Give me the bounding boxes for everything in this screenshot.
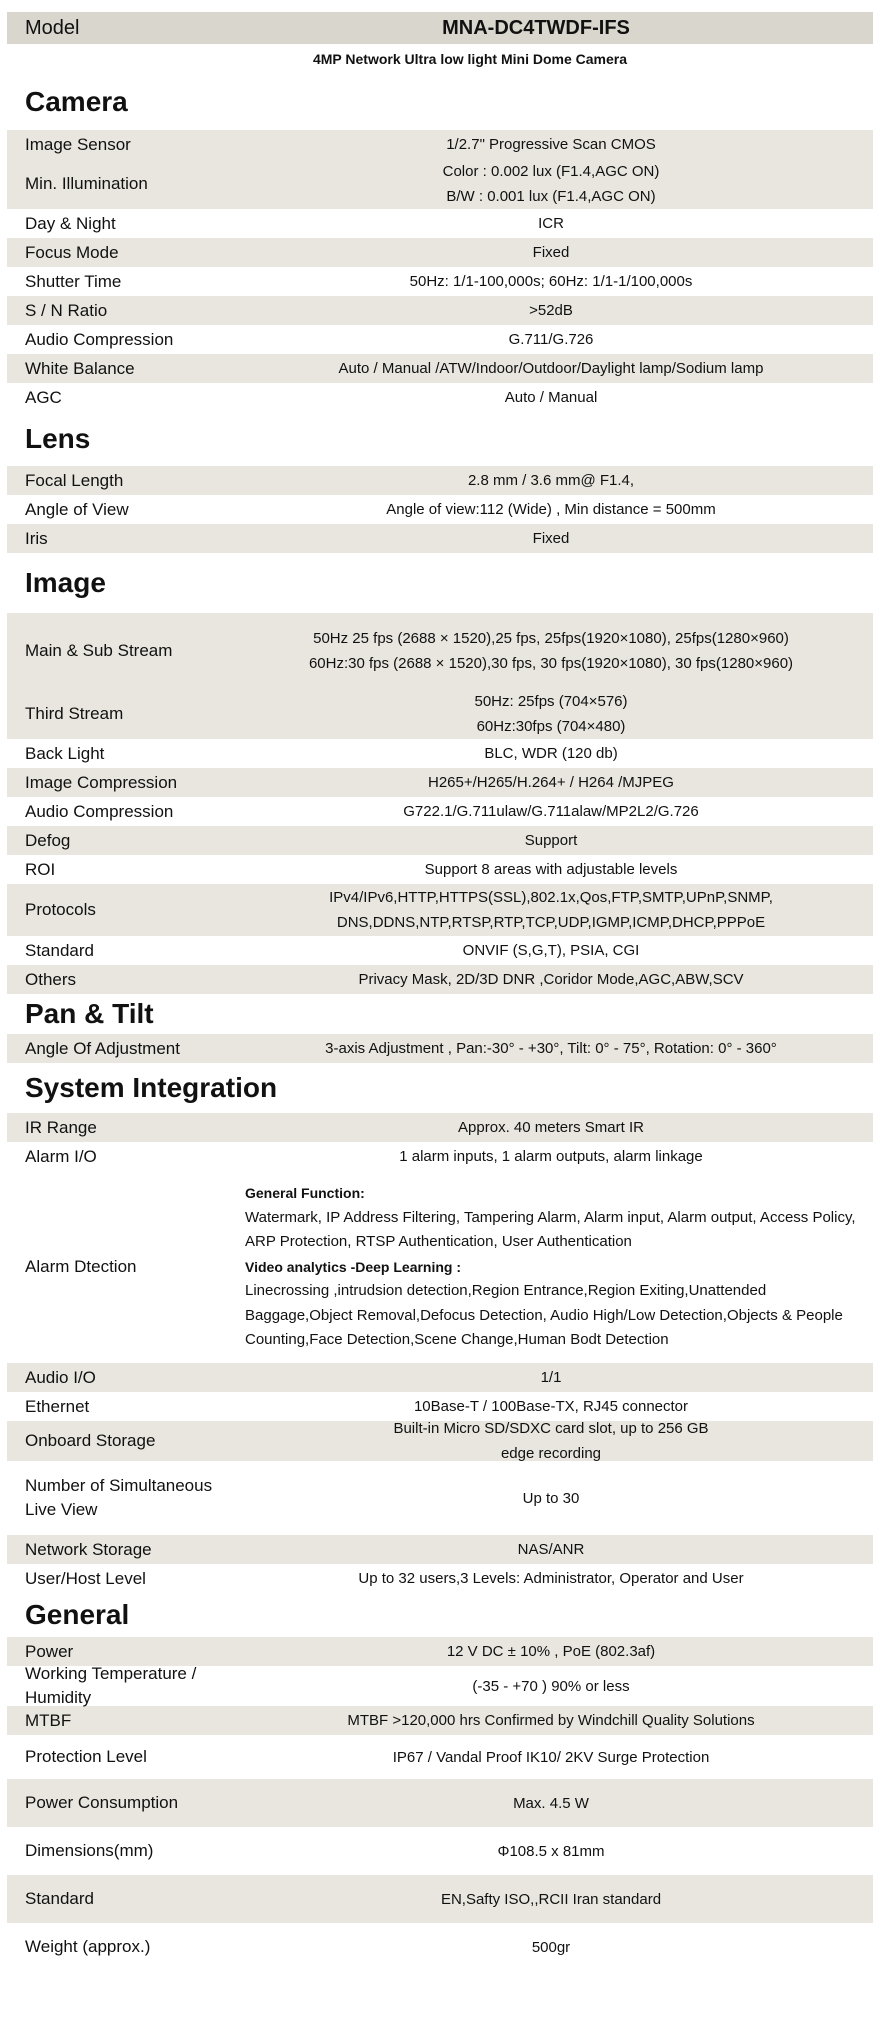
row-value bbox=[229, 240, 873, 265]
value-line: H265+/H265/H.264+ / H264 /MJPEG bbox=[428, 774, 674, 791]
row-label: Number of Simultaneous Live View bbox=[25, 1476, 213, 1519]
value-line: NAS/ANR bbox=[517, 1541, 585, 1558]
table-row bbox=[7, 1923, 873, 1971]
value-line: 3-axis Adjustment , Pan:-30° - +30°, Tilt: 0° - 75°, Rotation: 0° - 360° bbox=[325, 1040, 777, 1057]
table-row bbox=[7, 1735, 873, 1779]
model-value: MNA-DC4TWDF-IFS bbox=[442, 16, 630, 39]
value-line: 10Base-T / 100Base-TX, RJ45 connector bbox=[413, 1398, 689, 1415]
row-label: Main & Sub Stream bbox=[25, 641, 173, 660]
row-value: 1 alarm inputs, 1 alarm outputs, alarm linkage bbox=[399, 1148, 703, 1165]
section-camera: Camera bbox=[25, 86, 128, 117]
section-image: Image bbox=[25, 567, 106, 598]
value-line: Support 8 areas with adjustable levels bbox=[424, 861, 678, 878]
row-label: Alarm Dtection bbox=[25, 1257, 137, 1276]
general-table bbox=[7, 1637, 873, 1971]
row-value bbox=[229, 298, 873, 323]
value-line: Φ108.5 x 81mm bbox=[497, 1842, 605, 1860]
table-row bbox=[7, 296, 873, 325]
row-value bbox=[229, 356, 873, 381]
value-line: Privacy Mask, 2D/3D DNR ,Coridor Mode,AGC,ABW,SCV bbox=[358, 971, 744, 988]
row-value bbox=[229, 967, 873, 992]
row-label: Image Compression bbox=[25, 772, 178, 792]
table-row bbox=[7, 1827, 873, 1875]
row-value bbox=[229, 1791, 873, 1816]
row-label: Back Light bbox=[25, 743, 105, 763]
table-row bbox=[7, 1706, 873, 1735]
table-row bbox=[7, 1535, 873, 1564]
value-line: Support bbox=[524, 832, 578, 849]
value-line: Max. 4.5 W bbox=[513, 1794, 589, 1812]
row-value bbox=[229, 799, 873, 824]
row-label: MTBF bbox=[25, 1710, 72, 1730]
row-value bbox=[229, 1839, 873, 1864]
table-row bbox=[7, 466, 873, 495]
row-value bbox=[229, 468, 873, 493]
row-label: Alarm I/O bbox=[25, 1146, 97, 1166]
general-function-text: Watermark, IP Address Filtering, Tampering Alarm, Alarm input, Alarm output, Access Policy, ARP Protection, RTSP Authentication, User Authentication bbox=[245, 1208, 856, 1251]
row-value bbox=[229, 770, 873, 795]
value-line: Fixed bbox=[532, 244, 570, 261]
system-table bbox=[7, 1113, 873, 1593]
value-line: BLC, WDR (120 db) bbox=[484, 745, 618, 762]
row-value bbox=[229, 689, 873, 739]
row-label: Audio Compression bbox=[25, 329, 174, 349]
section-general: General bbox=[25, 1599, 130, 1630]
table-row bbox=[7, 936, 873, 965]
value-line: 2.8 mm / 3.6 mm@ F1.4, bbox=[467, 472, 635, 489]
row-label: Onboard Storage bbox=[25, 1431, 156, 1450]
table-row bbox=[7, 855, 873, 884]
general-function-title: General Function: bbox=[245, 1185, 365, 1202]
value-line: G722.1/G.711ulaw/G.711alaw/MP2L2/G.726 bbox=[403, 803, 699, 820]
row-label: Audio Compression bbox=[25, 801, 174, 821]
value-line: Auto / Manual /ATW/Indoor/Outdoor/Daylight lamp/Sodium lamp bbox=[338, 360, 764, 377]
row-label: Working Temperature / Humidity bbox=[25, 1664, 197, 1707]
value-line: 50Hz: 1/1-100,000s; 60Hz: 1/1-1/100,000s bbox=[409, 273, 693, 290]
row-value bbox=[229, 159, 873, 209]
row-label: Weight (approx.) bbox=[25, 1937, 151, 1956]
table-row bbox=[7, 159, 873, 209]
row-label: Image Sensor bbox=[25, 134, 131, 154]
row-value bbox=[229, 885, 873, 935]
row-value bbox=[229, 1036, 873, 1061]
row-value bbox=[229, 1486, 873, 1511]
row-label: Protection Level bbox=[25, 1747, 147, 1766]
row-value: Approx. 40 meters Smart IR bbox=[458, 1119, 644, 1136]
table-row bbox=[7, 209, 873, 238]
value-line: MTBF >120,000 hrs Confirmed by Windchill Quality Solutions bbox=[347, 1712, 755, 1729]
row-label: Audio I/O bbox=[25, 1367, 96, 1387]
value-line: Built-in Micro SD/SDXC card slot, up to 256 GB bbox=[393, 1420, 709, 1437]
value-line: edge recording bbox=[500, 1445, 602, 1462]
row-value bbox=[229, 497, 873, 522]
table-row bbox=[7, 884, 873, 936]
value-line: 12 V DC ± 10% , PoE (802.3af) bbox=[446, 1643, 656, 1660]
table-row bbox=[7, 1564, 873, 1593]
value-line: B/W : 0.001 lux (F1.4,AGC ON) bbox=[446, 188, 656, 205]
row-label: Defog bbox=[25, 830, 71, 850]
table-row bbox=[7, 325, 873, 354]
table-row bbox=[7, 826, 873, 855]
row-label: Power bbox=[25, 1641, 74, 1661]
value-line: ICR bbox=[538, 215, 564, 232]
table-row bbox=[7, 1363, 873, 1392]
table-row bbox=[7, 1779, 873, 1827]
table-row bbox=[7, 797, 873, 826]
row-label: Angle Of Adjustment bbox=[25, 1038, 180, 1058]
row-label: Day & Night bbox=[25, 213, 116, 233]
value-line: IPv4/IPv6,HTTP,HTTPS(SSL),802.1x,Qos,FTP,SMTP,UPnP,SNMP, bbox=[329, 889, 773, 906]
value-line: DNS,DDNS,NTP,RTSP,RTP,TCP,UDP,IGMP,ICMP,DHCP,PPPoE bbox=[336, 914, 766, 931]
table-row bbox=[7, 1171, 873, 1363]
table-row bbox=[7, 267, 873, 296]
row-label: Ethernet bbox=[25, 1396, 90, 1416]
table-row bbox=[7, 965, 873, 994]
value-line: (-35 - +70 ) 90% or less bbox=[472, 1677, 630, 1695]
value-line: ONVIF (S,G,T), PSIA, CGI bbox=[462, 942, 640, 959]
row-value bbox=[229, 132, 873, 157]
row-value bbox=[229, 741, 873, 766]
row-label: S / N Ratio bbox=[25, 300, 108, 320]
value-line: 50Hz: 25fps (704×576) bbox=[474, 693, 628, 710]
row-value bbox=[229, 938, 873, 963]
value-line: Up to 30 bbox=[522, 1489, 580, 1507]
value-line: Angle of view:112 (Wide) , Min distance = 500mm bbox=[386, 501, 716, 518]
value-line: Up to 32 users,3 Levels: Administrator, Operator and User bbox=[358, 1570, 744, 1587]
pan-tilt-table bbox=[7, 1034, 873, 1063]
table-row bbox=[7, 495, 873, 524]
row-value bbox=[229, 626, 873, 676]
row-label: Focal Length bbox=[25, 470, 124, 490]
alarm-detection-value bbox=[229, 1181, 873, 1353]
row-label: Dimensions(mm) bbox=[25, 1841, 154, 1860]
value-line: Auto / Manual bbox=[504, 389, 598, 406]
value-line: G.711/G.726 bbox=[508, 331, 594, 348]
row-value bbox=[229, 1365, 873, 1390]
row-value bbox=[229, 526, 873, 551]
table-row bbox=[7, 1421, 873, 1461]
lens-table bbox=[7, 466, 873, 553]
row-label: Power Consumption bbox=[25, 1793, 179, 1812]
table-row bbox=[7, 383, 873, 412]
value-line: EN,Safty ISO,,RCII Iran standard bbox=[440, 1890, 662, 1908]
row-label: ROI bbox=[25, 859, 56, 879]
value-line: 60Hz:30fps (704×480) bbox=[476, 718, 626, 735]
table-row bbox=[7, 1461, 873, 1535]
table-row bbox=[7, 1113, 873, 1142]
video-analytics-title: Video analytics -Deep Learning : bbox=[245, 1258, 462, 1275]
row-value bbox=[229, 1708, 873, 1733]
row-label: Standard bbox=[25, 1889, 94, 1908]
section-lens: Lens bbox=[25, 423, 91, 454]
row-label: Standard bbox=[25, 940, 94, 960]
row-label: Angle of View bbox=[25, 499, 129, 519]
row-value bbox=[229, 828, 873, 853]
row-label: Third Stream bbox=[25, 704, 124, 723]
table-row bbox=[7, 613, 873, 689]
row-value bbox=[229, 1416, 873, 1466]
value-line: 500gr bbox=[531, 1938, 571, 1956]
system-table-rest bbox=[7, 1363, 873, 1593]
value-line: 60Hz:30 fps (2688 × 1520),30 fps, 30 fps(1920×1080), 30 fps(1280×960) bbox=[308, 655, 794, 672]
table-row bbox=[7, 739, 873, 768]
section-system-integration: System Integration bbox=[25, 1072, 278, 1103]
value-line: Fixed bbox=[532, 530, 570, 547]
row-value bbox=[229, 211, 873, 236]
row-label: Network Storage bbox=[25, 1539, 152, 1559]
row-value bbox=[229, 1935, 873, 1960]
row-value bbox=[229, 269, 873, 294]
value-line: 50Hz 25 fps (2688 × 1520),25 fps, 25fps(1920×1080), 25fps(1280×960) bbox=[313, 630, 789, 647]
row-label: IR Range bbox=[25, 1117, 97, 1137]
table-row bbox=[7, 768, 873, 797]
video-analytics-text: Linecrossing ,intrudsion detection,Region Entrance,Region Exiting,Unattended Baggage,Object Removal,Defocus Detection, Audio High/Low Detection,Objects & People Counting,Face Detection,Scene Change,Human Bodt Detection bbox=[245, 1282, 843, 1349]
table-row bbox=[7, 238, 873, 267]
section-pan-tilt: Pan & Tilt bbox=[25, 998, 154, 1029]
row-value bbox=[229, 385, 873, 410]
product-subtitle: 4MP Network Ultra low light Mini Dome Camera bbox=[312, 51, 628, 67]
row-label: Others bbox=[25, 969, 77, 989]
row-label: AGC bbox=[25, 387, 62, 407]
table-row bbox=[7, 1875, 873, 1923]
row-label: Iris bbox=[25, 528, 48, 548]
value-line: Color : 0.002 lux (F1.4,AGC ON) bbox=[442, 163, 660, 180]
table-row bbox=[7, 130, 873, 159]
table-row bbox=[7, 1034, 873, 1063]
row-label: Focus Mode bbox=[25, 242, 119, 262]
row-value bbox=[229, 327, 873, 352]
table-row bbox=[7, 1142, 873, 1171]
value-line: >52dB bbox=[529, 302, 573, 319]
table-row bbox=[7, 524, 873, 553]
value-line: IP67 / Vandal Proof IK10/ 2KV Surge Protection bbox=[392, 1748, 710, 1766]
row-label: Protocols bbox=[25, 900, 96, 919]
table-row bbox=[7, 1666, 873, 1706]
value-line: 1/2.7" Progressive Scan CMOS bbox=[446, 136, 656, 153]
row-label: User/Host Level bbox=[25, 1568, 146, 1588]
row-label: Shutter Time bbox=[25, 271, 122, 291]
row-value bbox=[229, 1745, 873, 1770]
row-value bbox=[229, 1674, 873, 1699]
table-row bbox=[7, 689, 873, 739]
model-label: Model bbox=[25, 16, 80, 39]
row-label: White Balance bbox=[25, 358, 135, 378]
value-line: 1/1 bbox=[540, 1369, 562, 1386]
row-value bbox=[229, 1639, 873, 1664]
camera-table bbox=[7, 130, 873, 412]
model-header bbox=[7, 12, 873, 44]
table-row bbox=[7, 354, 873, 383]
row-label: Min. Illumination bbox=[25, 174, 148, 193]
row-value bbox=[229, 1566, 873, 1591]
image-table bbox=[7, 613, 873, 994]
row-value bbox=[229, 857, 873, 882]
row-value bbox=[229, 1887, 873, 1912]
row-value bbox=[229, 1537, 873, 1562]
